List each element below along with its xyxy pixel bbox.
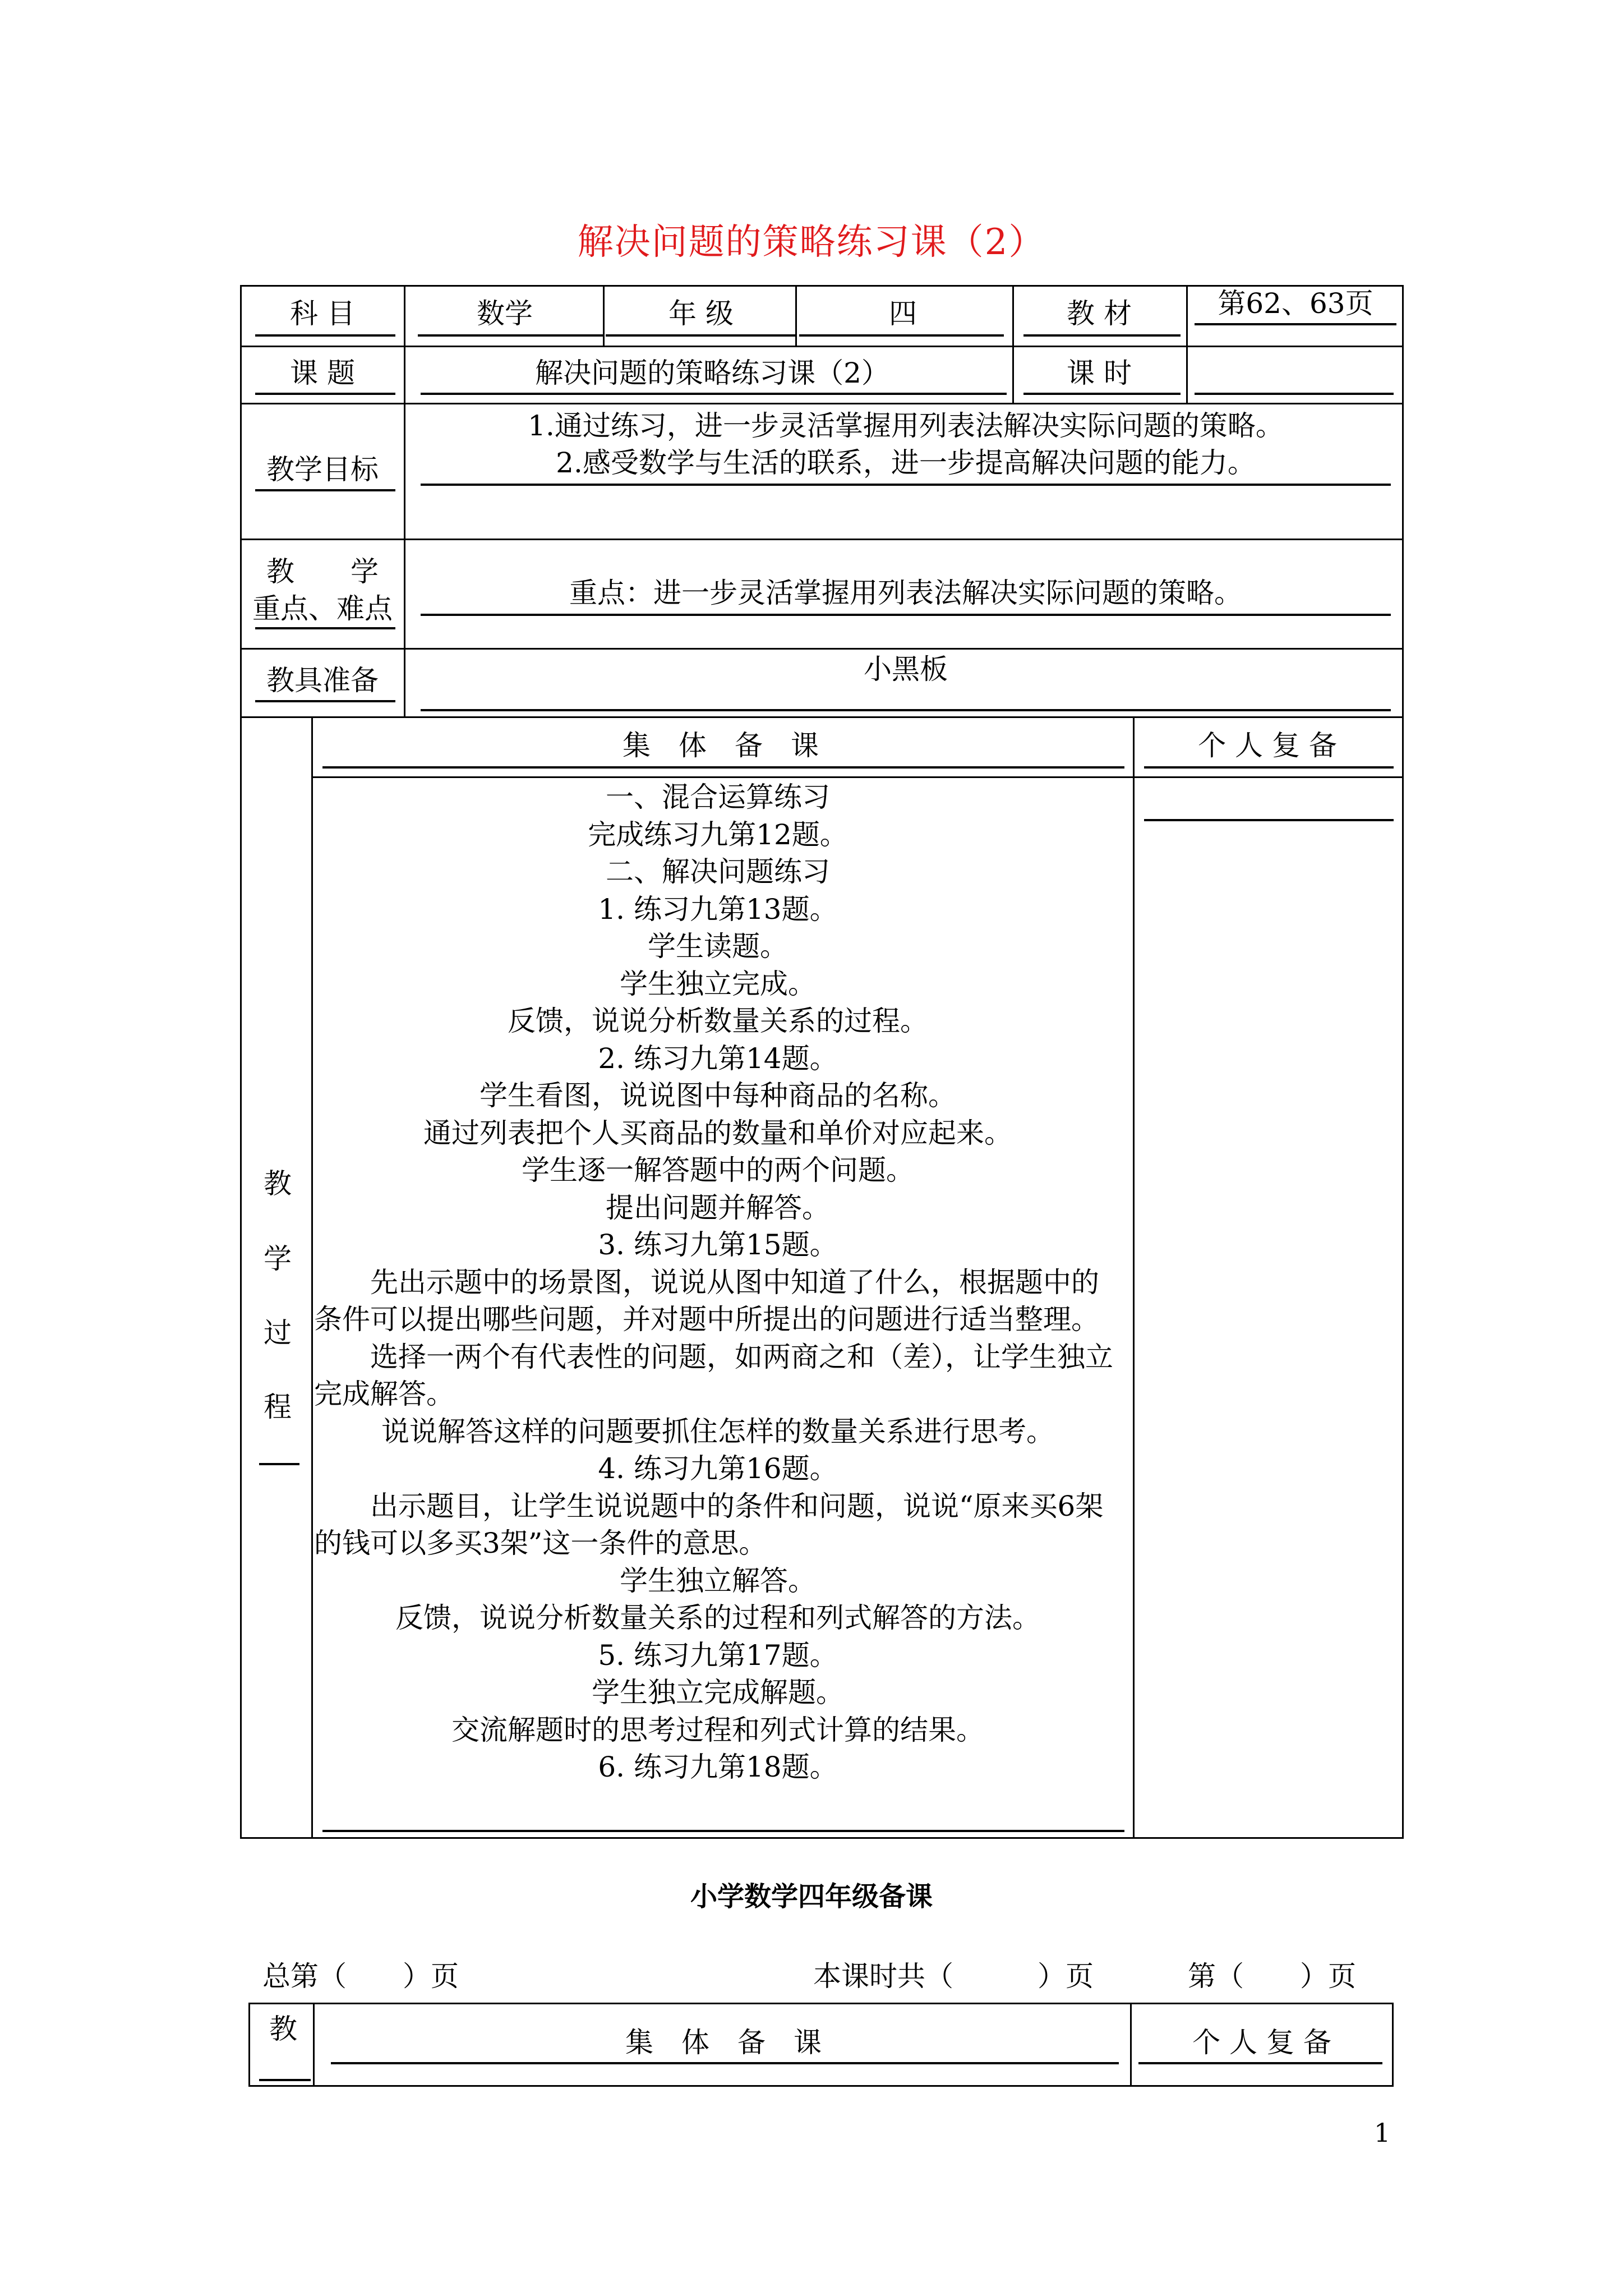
process-side-label-3: 过 <box>264 1317 292 1349</box>
process-line: 6. 练习九第18题。 <box>598 1751 838 1783</box>
process-line: 2. 练习九第14题。 <box>598 1042 838 1075</box>
underline <box>255 700 395 702</box>
page-of-label: 第（ ）页 <box>1188 1960 1356 1993</box>
underline <box>259 1463 299 1465</box>
lesson-pages-label: 本课时共（ ）页 <box>813 1960 1094 1993</box>
second-table-side-label: 教 <box>269 2013 297 2045</box>
underline <box>1144 766 1394 769</box>
process-line: 1. 练习九第13题。 <box>598 892 838 926</box>
objectives-label: 教学目标 <box>266 453 379 486</box>
process-side-label-4: 程 <box>264 1391 292 1423</box>
process-line: 二、解决问题练习 <box>606 855 830 888</box>
underline <box>799 334 1004 337</box>
process-side-label-2: 学 <box>264 1243 292 1275</box>
objective-item-1: 1.通过练习，进一步灵活掌握用列表法解决实际问题的策略。 <box>528 409 1284 442</box>
underline <box>255 627 395 629</box>
process-line: 提出问题并解答。 <box>606 1191 830 1224</box>
process-line: 反馈，说说分析数量关系的过程和列式解答的方法。 <box>395 1602 1040 1634</box>
row-divider <box>240 648 1404 650</box>
keypoints-label-2: 重点、难点 <box>252 592 393 625</box>
process-line: 说说解答这样的问题要抓住怎样的数量关系进行思考。 <box>381 1415 1054 1448</box>
underline <box>418 334 603 337</box>
process-paragraph: 选择一两个有代表性的问题，如两商之和（差），让学生独立完成解答。 <box>314 1340 1113 1410</box>
process-line: 4. 练习九第16题。 <box>598 1452 838 1485</box>
underline <box>1023 334 1181 337</box>
process-line: 5. 练习九第17题。 <box>598 1639 838 1672</box>
underline <box>1138 2062 1382 2064</box>
underline <box>606 334 795 337</box>
underline <box>331 2062 1119 2064</box>
process-line: 交流解题时的思考过程和列式计算的结果。 <box>451 1713 984 1746</box>
subject-label: 科 目 <box>290 297 355 330</box>
keypoints-label-1: 教 学 <box>266 555 379 588</box>
underline <box>1023 393 1181 395</box>
second-group-header: 集 体 备 课 <box>625 2026 822 2059</box>
textbook-label: 教 材 <box>1067 297 1132 330</box>
total-page-label: 总第（ ）页 <box>262 1960 459 1993</box>
process-line: 学生看图，说说图中每种商品的名称。 <box>479 1079 956 1112</box>
col-divider <box>311 716 313 1839</box>
underline <box>255 334 395 337</box>
process-line: 反馈，说说分析数量关系的过程。 <box>508 1005 928 1037</box>
underline <box>421 614 1391 616</box>
process-line: 通过列表把个人买商品的数量和单价对应起来。 <box>423 1116 1012 1149</box>
process-paragraph: 出示题目，让学生说说题中的条件和问题，说说“原来买6架的钱可以多买3架”这一条件的意思。 <box>314 1489 1104 1559</box>
col-divider <box>1012 285 1014 403</box>
keypoints-text: 重点：进一步灵活掌握用列表法解决实际问题的策略。 <box>569 577 1242 609</box>
col-divider <box>1133 716 1135 1839</box>
grade-label: 年 级 <box>668 297 734 330</box>
second-personal-header: 个 人 复 备 <box>1192 2026 1331 2059</box>
underline <box>322 1830 1124 1832</box>
process-line: 3. 练习九第15题。 <box>598 1228 838 1261</box>
process-line: 学生独立完成。 <box>620 967 816 1000</box>
process-side-label-1: 教 <box>264 1167 292 1200</box>
col-divider <box>404 403 405 716</box>
document-title: 解决问题的策略练习课（2） <box>577 222 1046 263</box>
grade-value: 四 <box>889 297 917 330</box>
textbook-value: 第62、63页 <box>1218 287 1373 320</box>
process-line: 学生独立解答。 <box>620 1564 816 1597</box>
process-line: 学生逐一解答题中的两个问题。 <box>522 1154 914 1186</box>
col-divider <box>404 285 405 403</box>
underline <box>421 709 1391 711</box>
underline <box>255 489 395 491</box>
underline <box>1144 819 1394 821</box>
objective-item-2: 2.感受数学与生活的联系，进一步提高解决问题的能力。 <box>556 447 1256 479</box>
underline <box>322 766 1124 769</box>
group-prep-header: 集 体 备 课 <box>623 729 819 762</box>
personal-prep-header: 个 人 复 备 <box>1198 729 1337 762</box>
subject-value: 数学 <box>477 297 533 330</box>
row-divider <box>240 346 1404 347</box>
process-paragraph: 先出示题中的场景图，说说从图中知道了什么，根据题中的条件可以提出哪些问题，并对题中所提出的问题进行适当整理。 <box>314 1266 1099 1336</box>
col-divider <box>603 285 605 346</box>
process-line: 完成练习九第12题。 <box>588 818 848 851</box>
underline <box>1195 393 1394 395</box>
underline <box>421 393 1007 395</box>
underline <box>259 2079 311 2081</box>
col-divider <box>1186 285 1188 403</box>
process-line: 一、混合运算练习 <box>606 781 830 813</box>
hours-label: 课 时 <box>1067 357 1132 389</box>
col-divider <box>313 2003 315 2087</box>
row-divider <box>240 716 1404 718</box>
page-number: 1 <box>1374 2118 1391 2148</box>
tools-label: 教具准备 <box>266 664 379 697</box>
row-divider <box>311 776 1404 778</box>
topic-label: 课 题 <box>290 357 355 389</box>
col-divider <box>795 285 797 346</box>
tools-text: 小黑板 <box>864 653 948 685</box>
underline <box>1195 323 1396 325</box>
process-line: 学生独立完成解题。 <box>592 1676 844 1709</box>
underline <box>421 484 1391 486</box>
process-line: 学生读题。 <box>648 930 788 963</box>
process-content <box>314 779 1122 1786</box>
underline <box>255 393 395 395</box>
col-divider <box>1130 2003 1132 2087</box>
topic-value: 解决问题的策略练习课（2） <box>535 357 889 389</box>
row-divider <box>240 403 1404 404</box>
row-divider <box>240 539 1404 540</box>
footer-subtitle: 小学数学四年级备课 <box>690 1881 933 1912</box>
